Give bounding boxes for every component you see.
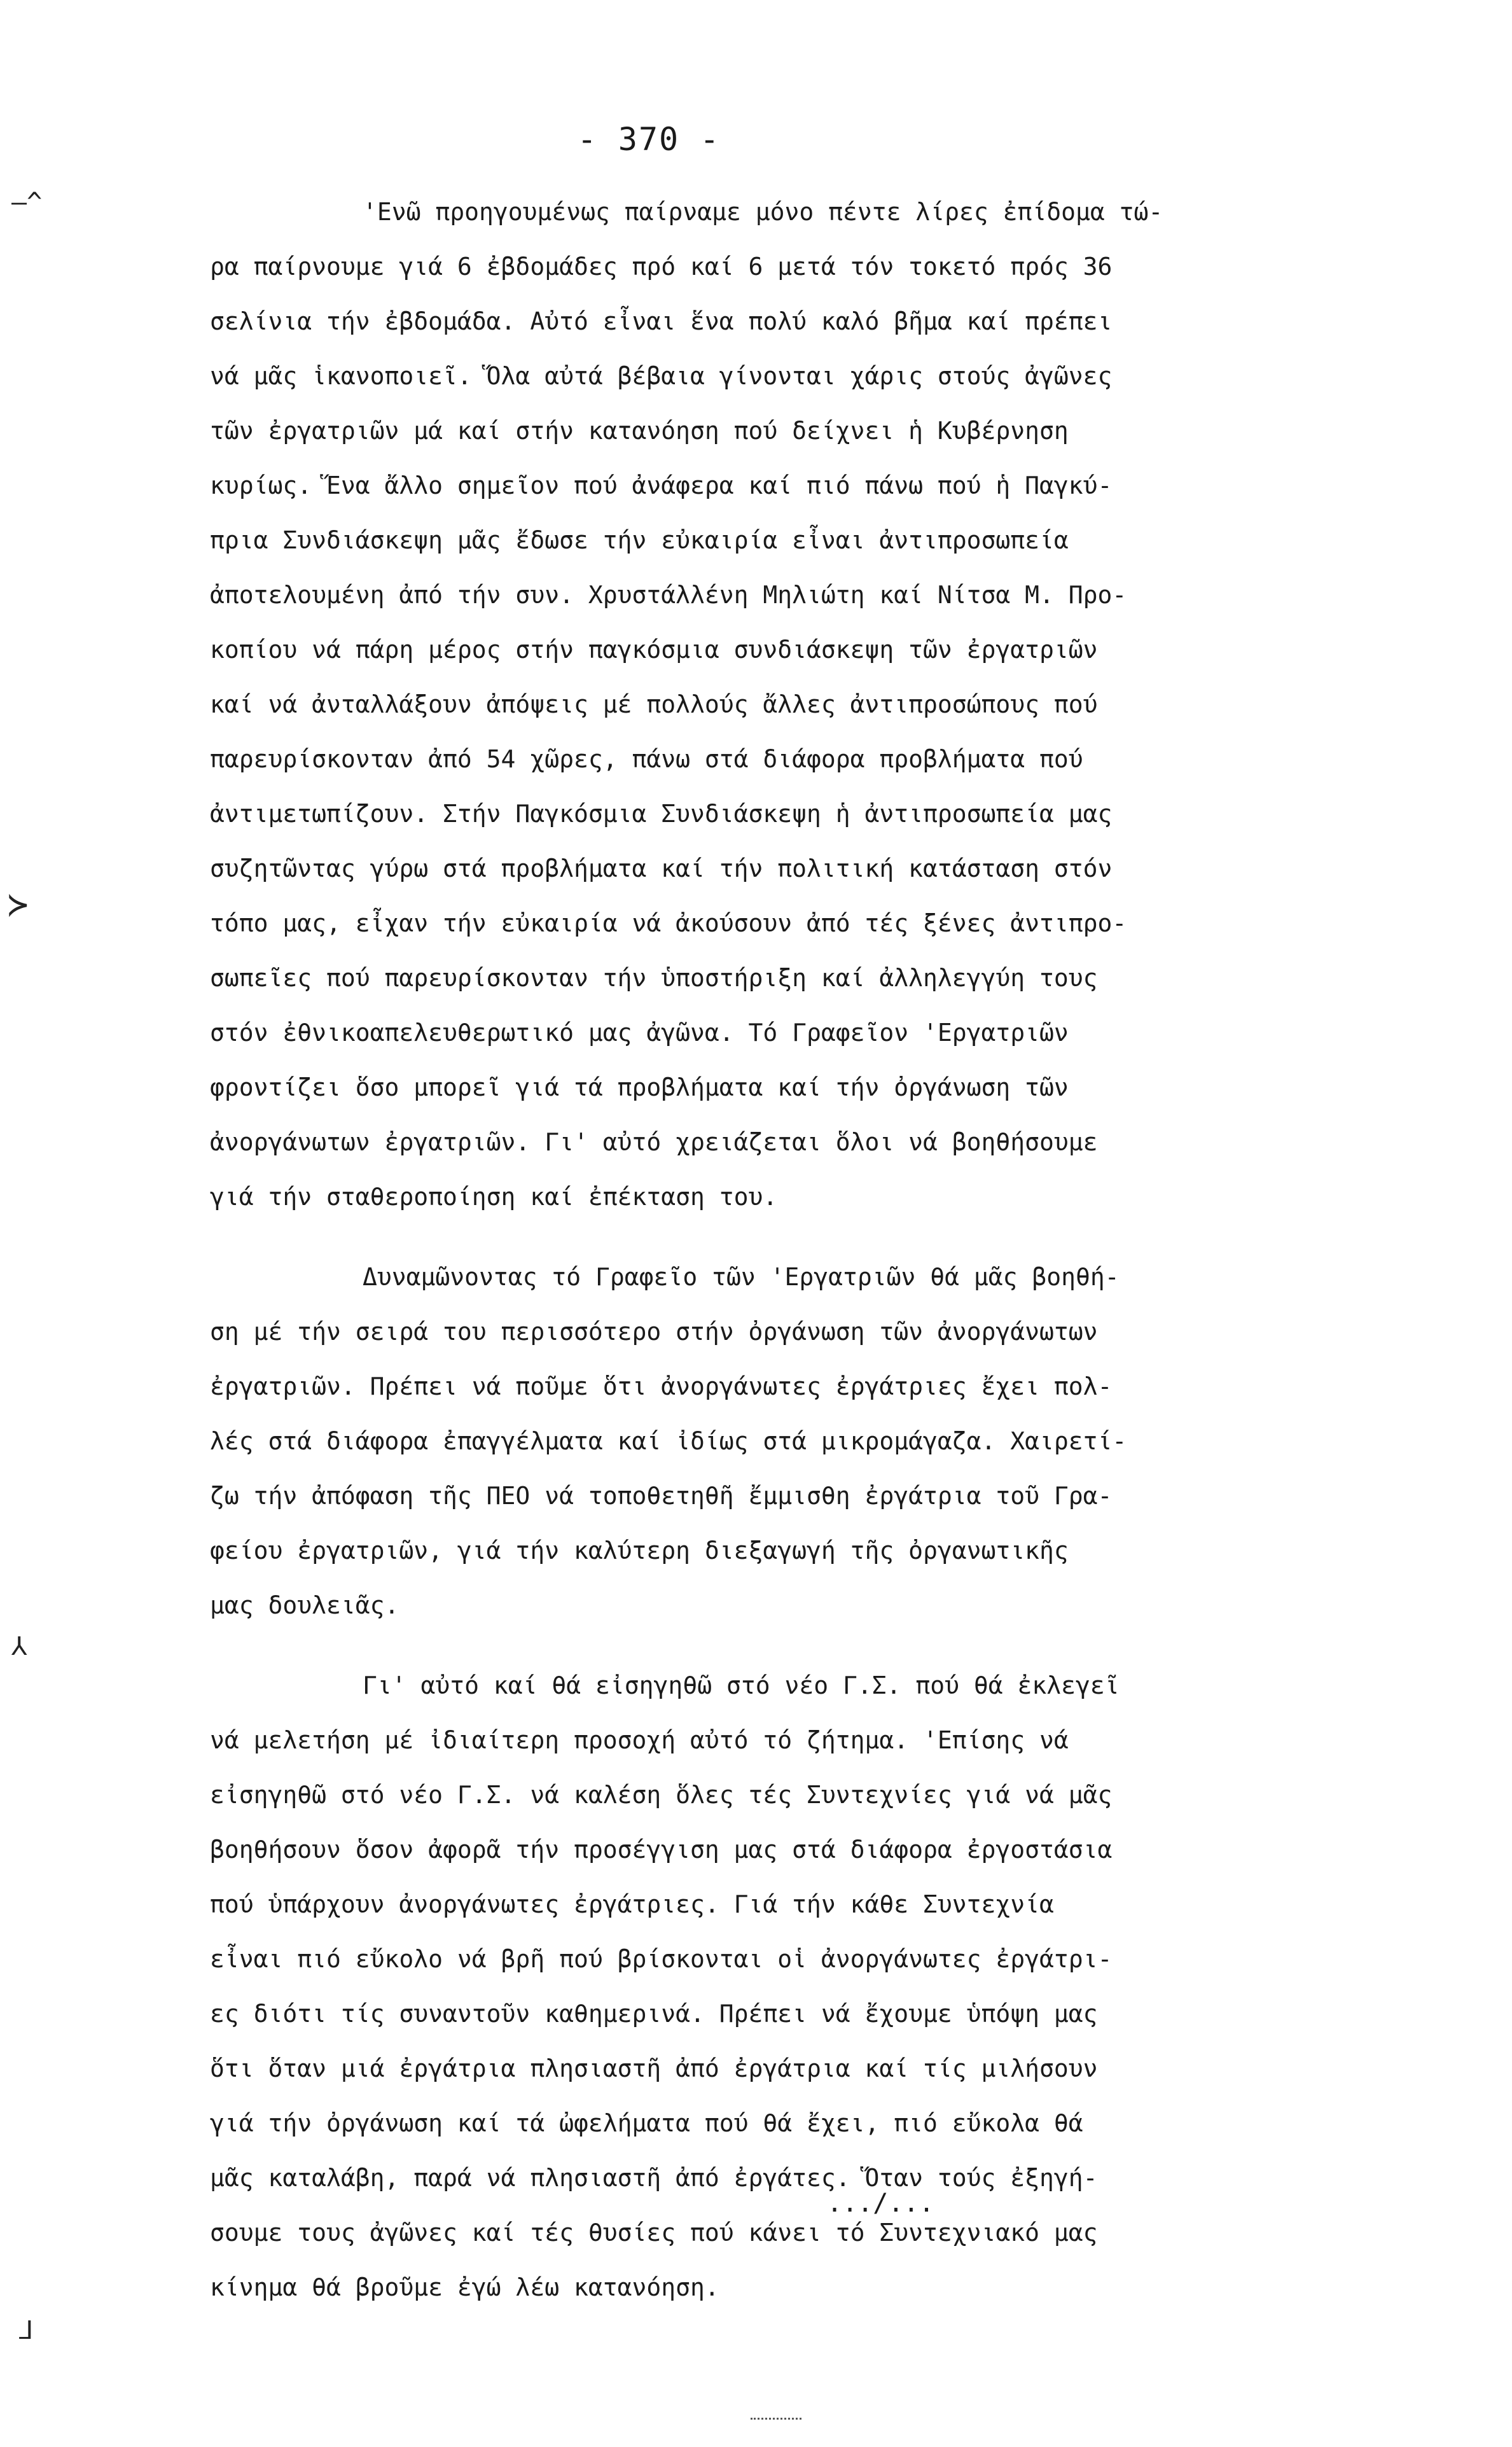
text-line: τόπο μας, εἶχαν τήν εὐκαιρία νά ἀκούσουν ἀπό τές ξένες ἀντιπρο-: [210, 909, 1127, 937]
text-line: κοπίου νά πάρη μέρος στήν παγκόσμια συνδιάσκεψη τῶν ἐργατριῶν: [210, 636, 1098, 664]
text-line: Γι' αὐτό καί θά εἰσηγηθῶ στό νέο Γ.Σ. πού θά ἐκλεγεῖ: [363, 1671, 1120, 1699]
body-text: [210, 185, 1323, 2315]
page-number: - 370 -: [577, 121, 721, 158]
text-line: ὅτι ὅταν μιά ἐργάτρια πλησιαστῆ ἀπό ἐργάτρια καί τίς μιλήσουν: [210, 2054, 1098, 2082]
text-line: πρια Συνδιάσκεψη μᾶς ἔδωσε τήν εὐκαιρία εἶναι ἀντιπροσωπεία: [210, 526, 1069, 554]
text-line: γιά τήν σταθεροποίηση καί ἐπέκταση του.: [210, 1183, 778, 1211]
text-line: μας δουλειᾶς.: [210, 1591, 399, 1619]
text-line: ση μέ τήν σειρά του περισσότερο στήν ὀργάνωση τῶν ἀνοργάνωτων: [210, 1318, 1098, 1346]
text-line: νά μᾶς ἱκανοποιεῖ. Ὅλα αὐτά βέβαια γίνονται χάρις στούς ἀγῶνες: [210, 362, 1113, 390]
text-line: σωπεῖες πού παρευρίσκονταν τήν ὑποστήριξη καί ἀλληλεγγύη τους: [210, 964, 1098, 992]
text-line: ἀποτελουμένη ἀπό τήν συν. Χρυστάλλένη Μηλιώτη καί Νίτσα Μ. Προ-: [210, 581, 1127, 609]
text-line: πού ὑπάρχουν ἀνοργάνωτες ἐργάτριες. Γιά τήν κάθε Συντεχνία: [210, 1890, 1054, 1918]
margin-mark: —^: [11, 188, 43, 217]
text-line: νά μελετήση μέ ἰδιαίτερη προσοχή αὐτό τό ζήτημα. 'Επίσης νά: [210, 1726, 1069, 1754]
text-line: ες διότι τίς συναντοῦν καθημερινά. Πρέπει νά ἔχουμε ὑπόψη μας: [210, 2000, 1098, 2028]
text-line: φείου ἐργατριῶν, γιά τήν καλύτερη διεξαγωγή τῆς ὀργανωτικῆς: [210, 1537, 1069, 1565]
paragraph-3: [210, 1658, 1323, 2315]
text-line: στόν ἐθνικοαπελευθερωτικό μας ἀγῶνα. Τό Γραφεῖον 'Εργατριῶν: [210, 1019, 1069, 1047]
margin-mark: ≻: [8, 884, 29, 924]
paragraph-2: [210, 1250, 1323, 1633]
text-line: κίνημα θά βροῦμε ἐγώ λέω κατανόηση.: [210, 2273, 719, 2301]
text-line: βοηθήσουν ὅσον ἀφορᾶ τήν προσέγγιση μας στά διάφορα ἐργοστάσια: [210, 1836, 1113, 1864]
text-line: κυρίως. Ἕνα ἄλλο σημεῖον πού ἀνάφερα καί πιό πάνω πού ἡ Παγκύ-: [210, 471, 1113, 499]
scan-speck: [751, 2418, 801, 2423]
text-line: παρευρίσκονταν ἀπό 54 χῶρες, πάνω στά διάφορα προβλήματα πού: [210, 745, 1083, 773]
text-line: φροντίζει ὅσο μπορεῖ γιά τά προβλήματα καί τήν ὀργάνωση τῶν: [210, 1073, 1069, 1101]
text-line: εἰσηγηθῶ στό νέο Γ.Σ. νά καλέση ὅλες τές Συντεχνίες γιά νά μᾶς: [210, 1781, 1113, 1809]
text-line: σουμε τους ἀγῶνες καί τές θυσίες πού κάνει τό Συντεχνιακό μας: [210, 2219, 1098, 2247]
paragraph-gap: [210, 1224, 1323, 1250]
margin-mark: ⅃: [19, 2316, 34, 2345]
text-line: ἀντιμετωπίζουν. Στήν Παγκόσμια Συνδιάσκεψη ἡ ἀντιπροσωπεία μας: [210, 800, 1113, 828]
text-line: Δυναμῶνοντας τό Γραφεῖο τῶν 'Εργατριῶν θά μᾶς βοηθή-: [363, 1263, 1120, 1291]
paragraph-1: [210, 185, 1323, 1224]
margin-mark: ⅄: [11, 1632, 27, 1661]
text-line: ἐργατριῶν. Πρέπει νά ποῦμε ὅτι ἀνοργάνωτες ἐργάτριες ἔχει πολ-: [210, 1372, 1113, 1400]
text-line: σελίνια τήν ἐβδομάδα. Αὐτό εἶναι ἕνα πολύ καλό βῆμα καί πρέπει: [210, 307, 1113, 335]
continuation-mark: .../...: [827, 2189, 934, 2218]
text-line: ἀνοργάνωτων ἐργατριῶν. Γι' αὐτό χρειάζεται ὅλοι νά βοηθήσουμε: [210, 1128, 1098, 1156]
paragraph-gap: [210, 1633, 1323, 1658]
text-line: μᾶς καταλάβη, παρά νά πλησιαστῆ ἀπό ἐργάτες. Ὅταν τούς ἐξηγή-: [210, 2164, 1098, 2192]
text-line: εἶναι πιό εὔκολο νά βρῆ πού βρίσκονται οἱ ἀνοργάνωτες ἐργάτρι-: [210, 1945, 1113, 1973]
text-line: ζω τήν ἀπόφαση τῆς ΠΕΟ νά τοποθετηθῆ ἔμμισθη ἐργάτρια τοῦ Γρα-: [210, 1482, 1113, 1510]
text-line: καί νά ἀνταλλάξουν ἀπόψεις μέ πολλούς ἄλλες ἀντιπροσώπους πού: [210, 690, 1098, 718]
text-line: λές στά διάφορα ἐπαγγέλματα καί ἰδίως στά μικρομάγαζα. Χαιρετί-: [210, 1427, 1127, 1455]
text-line: 'Ενῶ προηγουμένως παίρναμε μόνο πέντε λίρες ἐπίδομα τώ-: [363, 198, 1163, 226]
text-line: συζητῶντας γύρω στά προβλήματα καί τήν πολιτική κατάσταση στόν: [210, 854, 1113, 882]
text-line: ρα παίρνουμε γιά 6 ἐβδομάδες πρό καί 6 μετά τόν τοκετό πρός 36: [210, 253, 1113, 281]
text-line: γιά τήν ὀργάνωση καί τά ὠφελήματα πού θά ἔχει, πιό εὔκολα θά: [210, 2109, 1083, 2137]
text-line: τῶν ἐργατριῶν μά καί στήν κατανόηση πού δείχνει ἡ Κυβέρνηση: [210, 417, 1069, 445]
